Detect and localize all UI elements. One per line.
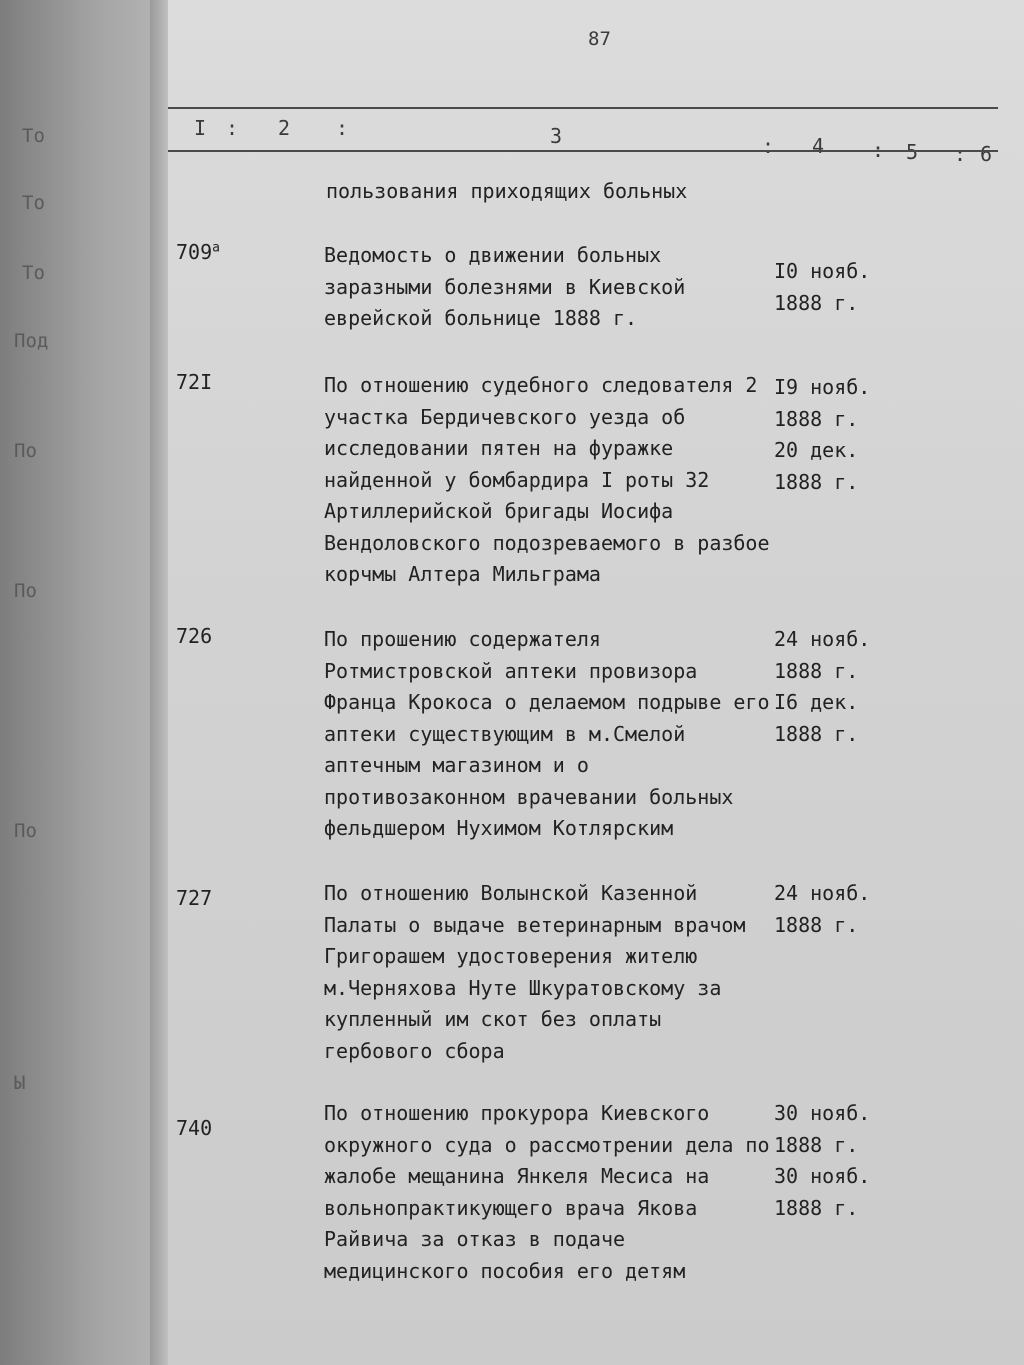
adjacent-page: [0, 0, 160, 1365]
adjacent-page-fragment: Под: [14, 330, 49, 352]
column-header-5: 5: [906, 140, 919, 164]
column-header-separator: :: [336, 116, 349, 140]
entry-date: I9 нояб. 1888 г. 20 дек. 1888 г.: [774, 375, 871, 494]
header-top-rule: [168, 107, 998, 109]
continuation-text: пользования приходящих больных: [326, 179, 688, 203]
column-header-1: I: [194, 116, 207, 140]
adjacent-page-fragment: По: [14, 820, 37, 842]
document-page: [168, 0, 1024, 1365]
entry-number: 726: [176, 624, 213, 648]
entry-number: 740: [176, 1116, 213, 1140]
page-number: 87: [588, 28, 611, 50]
adjacent-page-fragment: То: [22, 192, 45, 214]
entry-number: 72I: [176, 370, 213, 394]
entry-description: По прошению содержателя Ротмистровской аптеки провизора Франца Крокоса о делаемом подрыве его аптеки существующим в м.Смелой аптечным магазином и о противозаконном врачевании больных фельдшером Нухимом Котлярским: [324, 627, 770, 840]
entry-number: 727: [176, 886, 213, 910]
column-header-separator: :: [226, 116, 239, 140]
header-bottom-rule: [168, 150, 998, 152]
entry-number: $709^а$: [176, 240, 220, 264]
column-header-separator: :: [872, 138, 885, 162]
entry-date: 24 нояб. 1888 г. I6 дек. 1888 г.: [774, 627, 871, 746]
adjacent-page-fragment: По: [14, 440, 37, 462]
column-header-6: 6: [980, 142, 993, 166]
column-header-separator: :: [762, 134, 775, 158]
column-header-separator: :: [954, 142, 967, 166]
adjacent-page-fragment: По: [14, 580, 37, 602]
entry-description: По отношению судебного следователя 2 участка Бердичевского уезда об исследовании пятен на фуражке найденной у бомбардира I роты 32 Артиллерийской бригады Иосифа Вендоловского подозреваемого в разбое корчмы Алтера Мильграма: [324, 373, 770, 586]
entry-date: 30 нояб. 1888 г. 30 нояб. 1888 г.: [774, 1101, 871, 1220]
column-header-3: 3: [550, 124, 563, 148]
adjacent-page-fragment: То: [22, 262, 45, 284]
column-header-4: 4: [812, 134, 825, 158]
adjacent-page-fragment: Ы: [14, 1072, 26, 1094]
entry-date: I0 нояб. 1888 г.: [774, 259, 871, 315]
entry-description: По отношению Волынской Казенной Палаты о выдаче ветеринарным врачом Григорашем удостоверения жителю м.Черняхова Нуте Шкуратовскому за купленный им скот без оплаты гербового сбора: [324, 881, 746, 1063]
adjacent-page-fragment: То: [22, 125, 45, 147]
entry-date: 24 нояб. 1888 г.: [774, 881, 871, 937]
column-header-2: 2: [278, 116, 291, 140]
entry-description: По отношению прокурора Киевского окружного суда о рассмотрении дела по жалобе мещанина Янкеля Месиса на вольнопрактикующего врача Якова Райвича за отказ в подаче медицинского пособия его детям: [324, 1101, 770, 1283]
entry-description: Ведомость о движении больных заразными болезнями в Киевской еврейской больнице 1888 г.: [324, 243, 686, 330]
